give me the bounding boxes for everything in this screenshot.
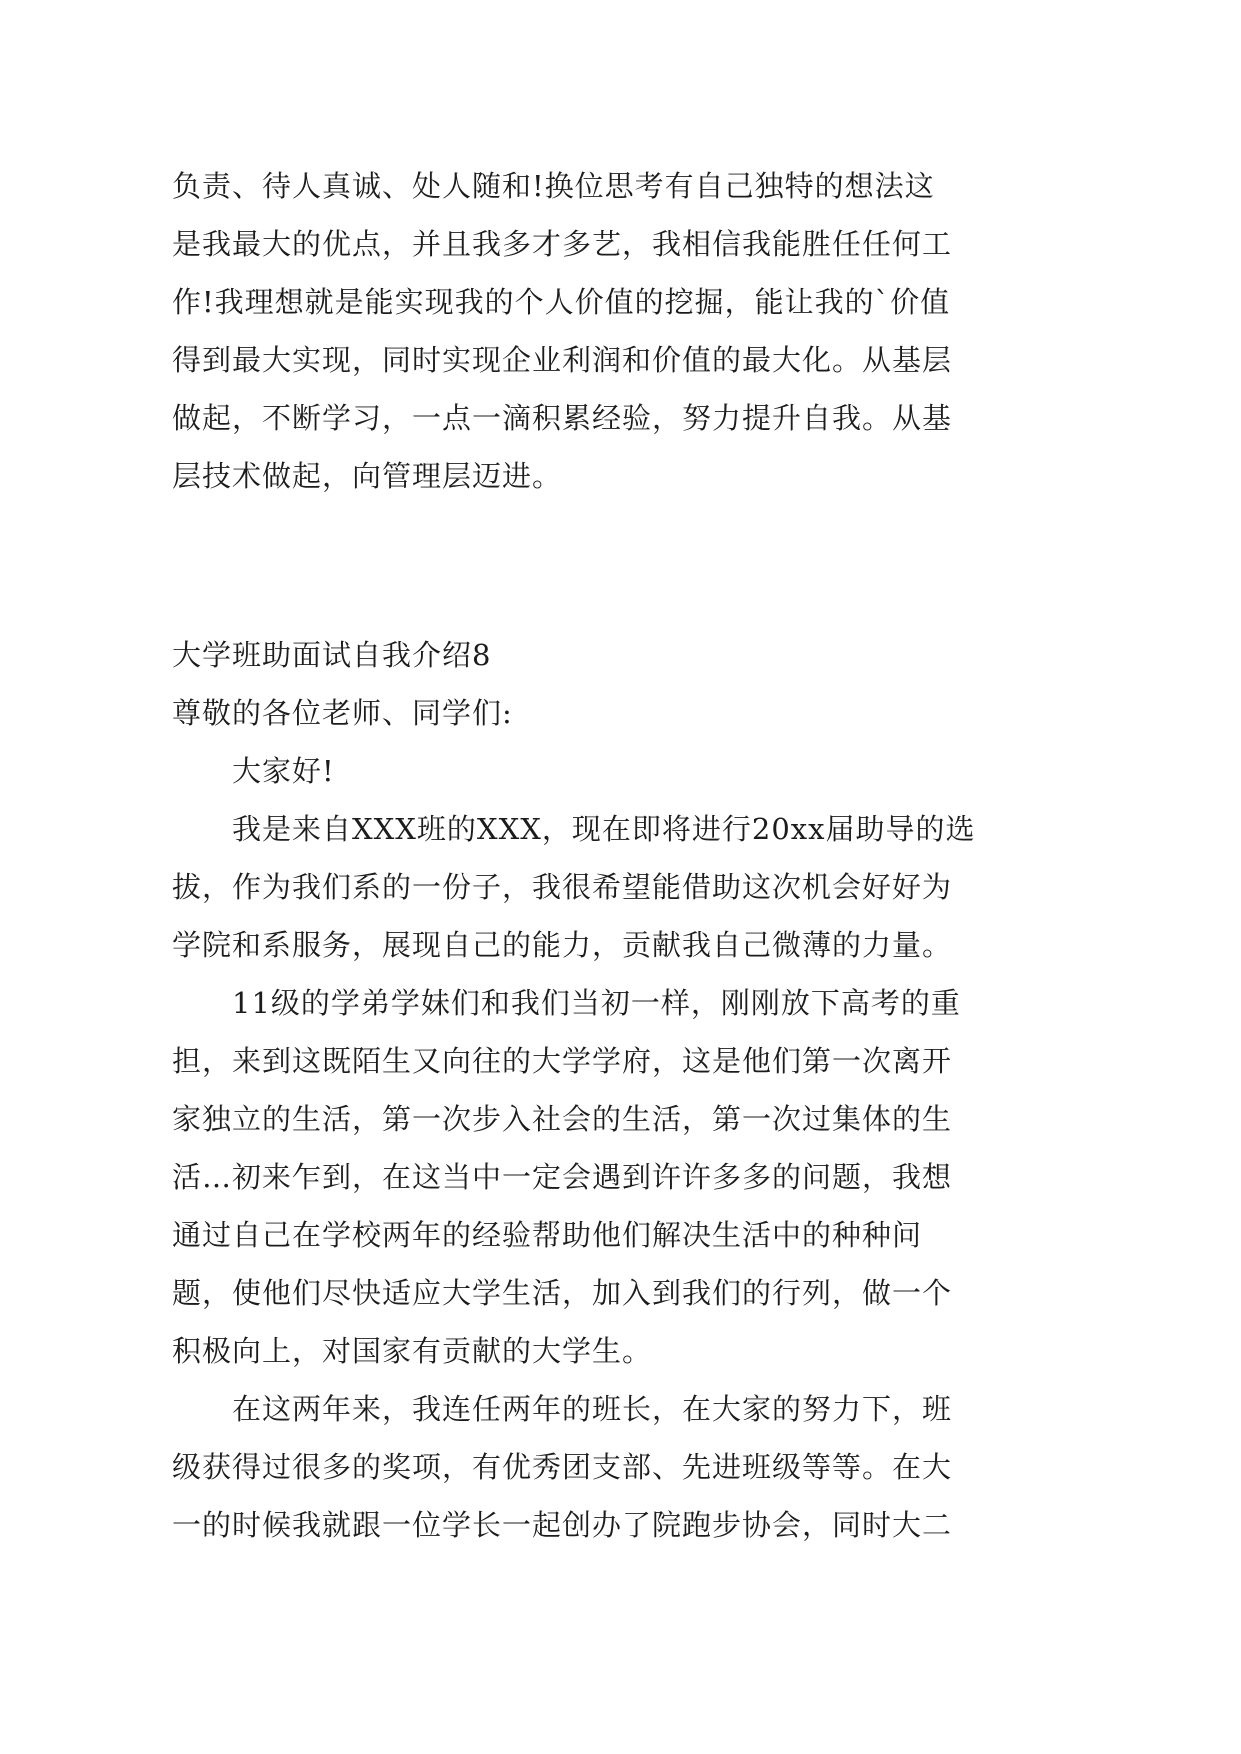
text-line: 担，来到这既陌生又向往的大学学府，这是他们第一次离开 — [172, 1044, 953, 1078]
text-line: 通过自己在学校两年的经验帮助他们解决生活中的种种问 — [172, 1218, 923, 1252]
previous-section-text — [172, 157, 1072, 505]
paragraph — [172, 974, 1072, 1380]
text-line: 积极向上，对国家有贡献的大学生。 — [172, 1334, 653, 1368]
text-line: 层技术做起，向管理层迈进。 — [172, 459, 563, 493]
text-line: 活…初来乍到，在这当中一定会遇到许许多多的问题，我想 — [172, 1160, 953, 1194]
text-line: 学院和系服务，展现自己的能力，贡献我自己微薄的力量。 — [172, 928, 953, 962]
text-line: 家独立的生活，第一次步入社会的生活，第一次过集体的生 — [172, 1102, 953, 1136]
greeting: 大家好! — [232, 754, 335, 788]
text-line: 我是来自XXX班的XXX，现在即将进行20xx届助导的选 — [232, 812, 976, 846]
text-line: 在这两年来，我连任两年的班长，在大家的努力下，班 — [232, 1392, 953, 1426]
text-line: 做起，不断学习，一点一滴积累经验，努力提升自我。从基 — [172, 401, 953, 435]
text-line: 负责、待人真诚、处人随和!换位思考有自己独特的想法这 — [172, 169, 935, 203]
text-line: 是我最大的优点，并且我多才多艺，我相信我能胜任任何工 — [172, 227, 953, 261]
text-line: 级获得过很多的奖项，有优秀团支部、先进班级等等。在大 — [172, 1450, 953, 1484]
section-heading: 大学班助面试自我介绍8 — [172, 638, 492, 672]
text-line: 题，使他们尽快适应大学生活，加入到我们的行列，做一个 — [172, 1276, 953, 1310]
paragraph — [172, 1380, 1072, 1554]
text-line: 拔，作为我们系的一份子，我很希望能借助这次机会好好为 — [172, 870, 953, 904]
salutation: 尊敬的各位老师、同学们: — [172, 696, 513, 730]
paragraph — [172, 800, 1072, 974]
text-line: 作!我理想就是能实现我的个人价值的挖掘，能让我的`价值 — [172, 285, 951, 319]
section-8 — [172, 626, 1072, 1554]
text-line: 得到最大实现，同时实现企业利润和价值的最大化。从基层 — [172, 343, 953, 377]
text-line: 11级的学弟学妹们和我们当初一样，刚刚放下高考的重 — [232, 986, 961, 1020]
text-line: 一的时候我就跟一位学长一起创办了院跑步协会，同时大二 — [172, 1508, 953, 1542]
